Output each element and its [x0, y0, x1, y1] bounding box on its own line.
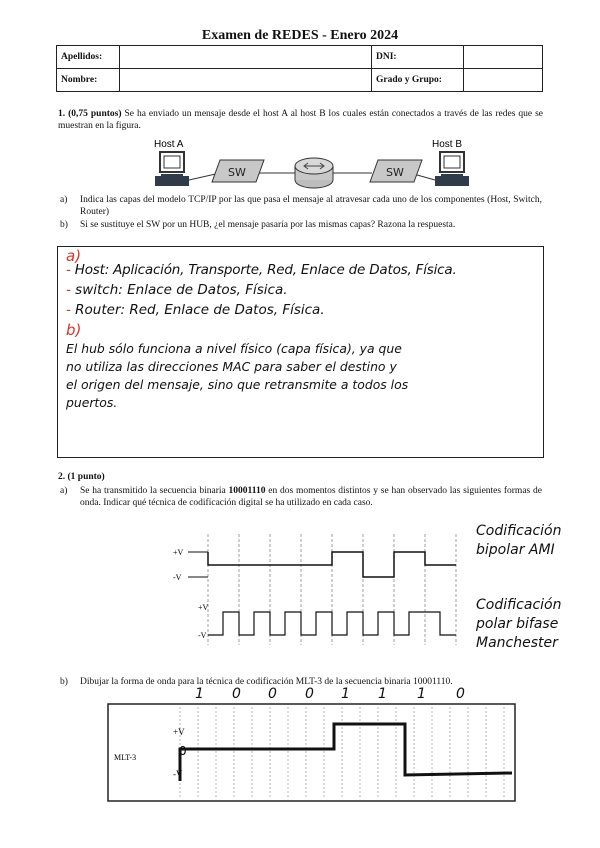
answer-line-switch: switch: Enlace de Datos, Física. [75, 282, 288, 298]
answer-b-line3: el origen del mensaje, sino que retransmite a todos los [66, 377, 409, 392]
bit-1: 0 [232, 686, 241, 702]
answer-line2-dash: - [66, 282, 71, 298]
answer-line3-dash: - [66, 302, 71, 318]
answer-b-mark: b) [66, 321, 82, 339]
q2-number: 2. (1 punto) [58, 472, 105, 482]
router-icon [295, 158, 333, 188]
answer-b-line1: El hub sólo funciona a nivel físico (capa física), ya que [66, 341, 402, 356]
apellidos-label: Apellidos: [57, 46, 120, 69]
mlt-side-label: MLT-3 [114, 753, 137, 762]
q2-a-text-post: en dos momentos distintos y se han observado las siguientes formas de onda. Indicar qué técnica de codificación digital se ha utilizado en cada caso. [80, 486, 542, 508]
answer-line1-dash: - [66, 262, 71, 278]
q1-statement: Se ha enviado un mensaje desde el host A al host B los cuales están conectados a través de las redes que se muestran en la figura. [58, 109, 543, 131]
nombre-field[interactable] [120, 69, 372, 92]
wave1-plus-label: +V [173, 548, 184, 557]
answer-2a-1-line1: Codificación [476, 523, 562, 539]
mlt-minus-label: -V [173, 769, 183, 779]
q1-number: 1. (0,75 puntos) [58, 109, 122, 119]
answer-2a-2-line3: Manchester [476, 635, 558, 651]
wave2-plus-label: +V [198, 603, 209, 612]
nombre-label: Nombre: [57, 69, 120, 92]
q2-a-label: a) [60, 486, 68, 496]
bit-6: 1 [417, 686, 426, 702]
bit-0: 1 [195, 686, 204, 702]
bit-7: 0 [456, 686, 465, 702]
dni-label: DNI: [372, 46, 464, 69]
q2-a-text-pre: Se ha transmitido la secuencia binaria [80, 486, 229, 496]
exam-title: Examen de REDES - Enero 2024 [201, 28, 399, 43]
switch-1-icon [212, 160, 264, 182]
grado-label: Grado y Grupo: [372, 69, 464, 92]
host-b-computer-icon [435, 152, 469, 186]
q1-b-label: b) [60, 220, 68, 230]
ami-waveform [208, 552, 456, 577]
mlt-zero-label: 0 [179, 744, 187, 758]
answer-2a-2-line2: polar bifase [476, 616, 559, 632]
mlt3-drawing-box[interactable] [107, 703, 517, 803]
waveforms-diagram [168, 530, 458, 650]
host-a-computer-icon [155, 152, 189, 186]
bit-3: 0 [305, 686, 314, 702]
answer-line-host: Host: Aplicación, Transporte, Red, Enlace de Datos, Física. [74, 262, 457, 278]
q1-b-text: Si se sustituye el SW por un HUB, ¿el mensaje pasaría por las mismas capas? Razona la respuesta. [80, 220, 456, 230]
answer-2a-2-line1: Codificación [476, 597, 562, 613]
switch-2-label: SW [386, 166, 404, 179]
dni-field[interactable] [464, 46, 543, 69]
network-diagram [140, 136, 480, 198]
q2-a-sequence: 10001110 [228, 486, 266, 496]
q2-b-text: Dibujar la forma de onda para la técnica de codificación MLT-3 de la secuencia binaria 10001110. [80, 677, 453, 687]
bit-2: 0 [268, 686, 277, 702]
manchester-waveform [208, 612, 456, 635]
bit-5: 1 [378, 686, 387, 702]
q1-a-label: a) [60, 195, 68, 205]
q1-a-text: Indica las capas del modelo TCP/IP por las que pasa el mensaje al atravesar cada uno de los componentes (Host, Switch, Router) [80, 195, 542, 217]
switch-2-icon [370, 160, 422, 182]
answer-b-line4: puertos. [66, 395, 118, 410]
answer-2a-1 [476, 522, 561, 560]
apellidos-field[interactable] [120, 46, 372, 69]
wave2-minus-label: -V [198, 631, 207, 640]
answer-b-line2: no utiliza las direcciones MAC para saber el destino y [66, 359, 397, 374]
student-info-table [56, 45, 543, 92]
q2-b-label: b) [60, 677, 68, 687]
q2-a-text [80, 486, 542, 509]
grado-field[interactable] [464, 69, 543, 92]
wave1-minus-label: -V [173, 573, 182, 582]
answer-2a-2 [476, 596, 561, 653]
bit-sequence-row [0, 686, 600, 704]
host-b-label: Host B [432, 139, 463, 150]
switch-1-label: SW [228, 166, 246, 179]
answer-line-router: Router: Red, Enlace de Datos, Física. [75, 302, 325, 318]
question-1-text [58, 108, 543, 132]
bit-4: 1 [341, 686, 350, 702]
mlt-plus-label: +V [173, 727, 185, 737]
answer-a-mark: a) [66, 247, 82, 265]
answer-2a-1-line2: bipolar AMI [476, 542, 555, 558]
answer-box-1[interactable] [57, 246, 544, 458]
host-a-label: Host A [154, 139, 184, 150]
